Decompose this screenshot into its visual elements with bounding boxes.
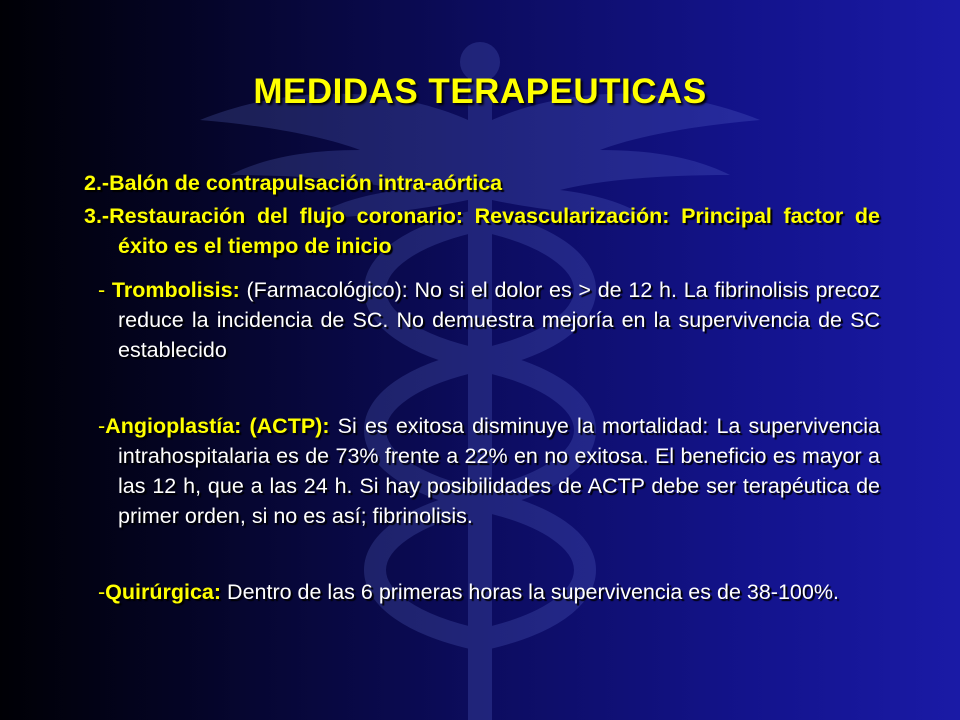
sub-item-text: Si es exitosa disminuye la mortalidad: La supervivencia intrahospitalaria es de 73% frente a 22% en no exitosa. El beneficio es mayor a las 12 h, que a las 24 h. Si hay posibilidades de ACTP debe ser terapéutica de primer orden, si no es así; fibrinolisis. xyxy=(118,414,880,528)
item-2-text: 2.-Balón de contrapulsación intra-aórtica xyxy=(84,171,503,195)
item-3-text: 3.-Restauración del flujo coronario: Revascularización: Principal factor de éxito es el tiempo de inicio xyxy=(84,204,880,258)
sub-item-text: (Farmacológico): No si el dolor es > de 12 h. La fibrinolisis precoz reduce la incidencia de SC. No demuestra mejoría en la supervivencia de SC establecido xyxy=(118,278,880,362)
sub-item-angioplastia xyxy=(84,411,880,531)
sub-item-bullet: - xyxy=(98,580,106,604)
sub-item-text: Dentro de las 6 primeras horas la supervivencia es de 38-100%. xyxy=(221,580,839,604)
item-3 xyxy=(84,201,880,261)
sub-item-label: Angioplastía: (ACTP): xyxy=(105,414,330,438)
sub-item-label: Quirúrgica: xyxy=(105,580,222,604)
sub-item-label: Trombolisis: xyxy=(111,278,240,302)
slide-body xyxy=(84,168,880,607)
sub-item-quirurgica xyxy=(84,577,880,607)
sub-item-bullet: - xyxy=(98,414,106,438)
sub-item-trombolisis xyxy=(84,275,880,365)
slide-title: MEDIDAS TERAPEUTICAS xyxy=(253,72,707,111)
sub-item-bullet: - xyxy=(98,278,112,302)
